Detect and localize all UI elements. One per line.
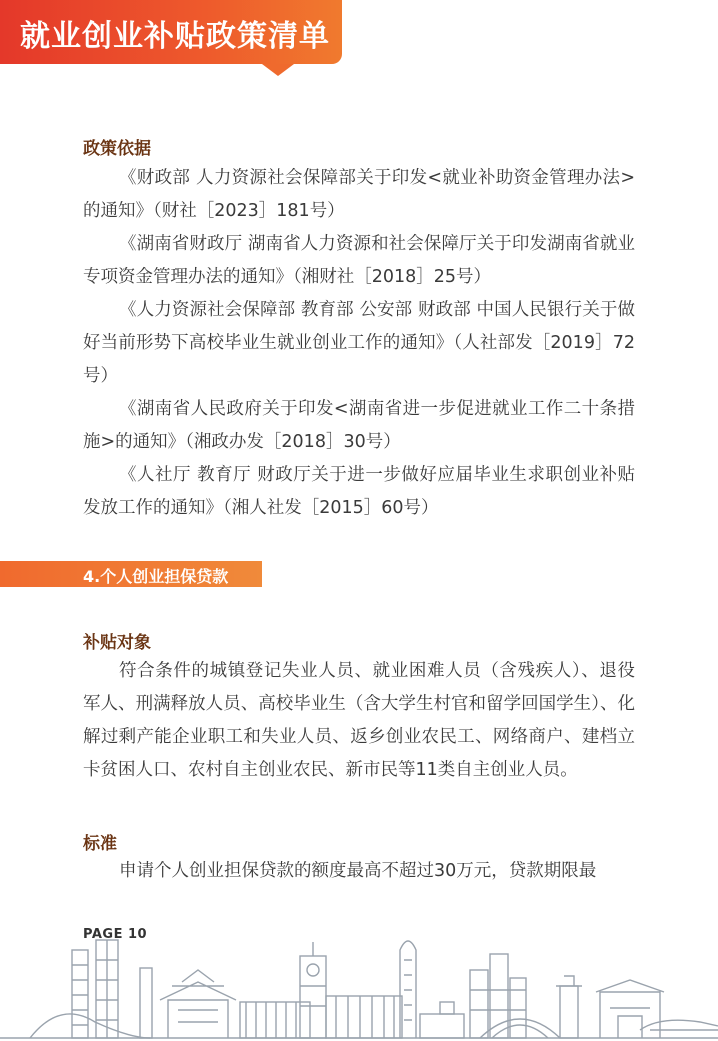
section-title: 4.个人创业担保贷款 [83,567,229,586]
section-bar [0,561,262,587]
subsidy-target-text: 符合条件的城镇登记失业人员、就业困难人员（含残疾人）、退役军人、刑满释放人员、高校毕业生（含大学生村官和留学回国学生）、化解过剩产能企业职工和失业人员、返乡创业农民工、网络商户、建档立卡贫困人口、农村自主创业农民、新市民等11类自主创业人员。 [83,661,635,780]
policy-item: 《财政部 人力资源社会保障部关于印发<就业补助资金管理办法>的通知》（财社［2023］181号） [83,168,635,221]
page-title: 就业创业补贴政策清单 [20,19,330,54]
policy-item: 《人力资源社会保障部 教育部 公安部 财政部 中国人民银行关于做好当前形势下高校毕业生就业创业工作的通知》（人社部发［2019］72号） [83,300,635,386]
standard-heading: 标准 [83,834,117,854]
policy-item: 《人社厅 教育厅 财政厅关于进一步做好应届毕业生求职创业补贴发放工作的通知》（湘人社发［2015］60号） [83,465,635,518]
policy-item: 《湖南省财政厅 湖南省人力资源和社会保障厅关于印发湖南省就业专项资金管理办法的通知》（湘财社［2018］25号） [83,234,635,287]
policy-item: 《湖南省人民政府关于印发<湖南省进一步促进就业工作二十条措施>的通知》（湘政办发［2018］30号） [83,399,635,452]
page-number: PAGE 10 [83,927,148,942]
standard-text: 申请个人创业担保贷款的额度最高不超过30万元，贷款期限最 [119,861,597,881]
title-banner-notch [262,64,294,76]
subsidy-target-heading: 补贴对象 [83,633,151,653]
policy-basis-heading: 政策依据 [83,139,151,159]
city-skyline-illustration [0,930,718,1041]
